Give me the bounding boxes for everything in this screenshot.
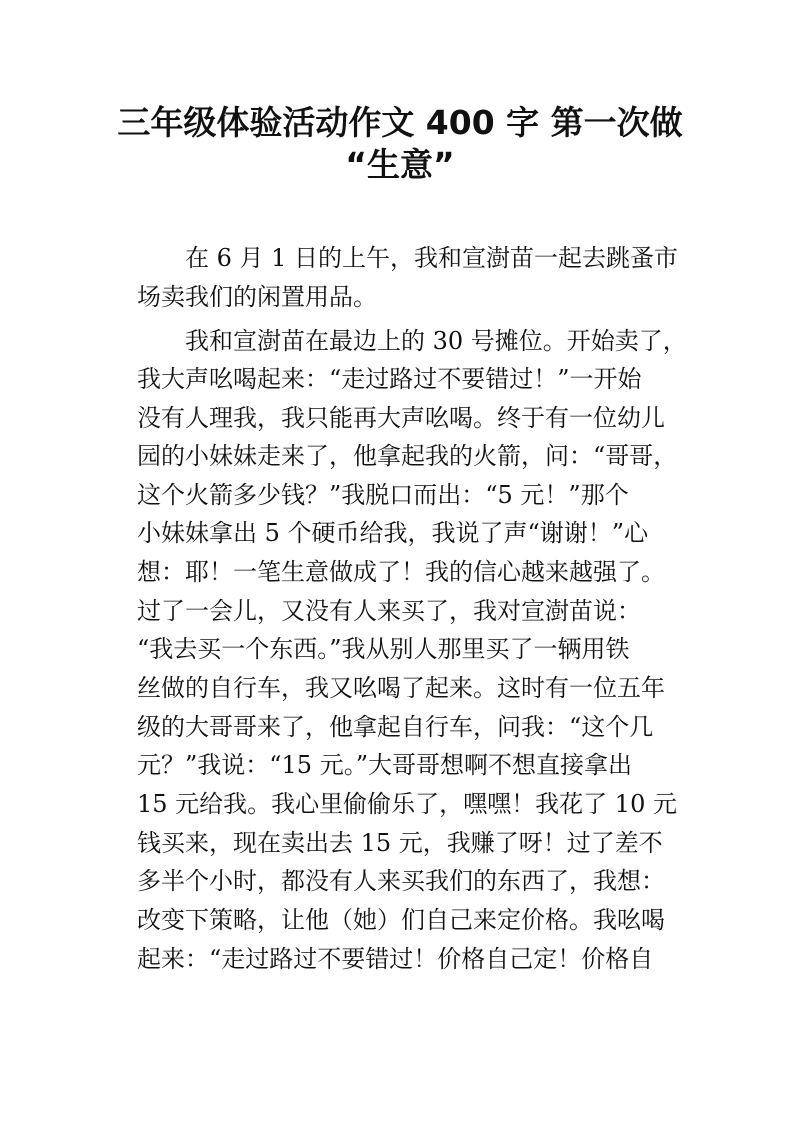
body-text-line: 过了一会儿，又没有人来买了，我对宣澍苗说： xyxy=(137,597,641,625)
body-text-line: 园的小妹妹走来了，他拿起我的火箭，问：“哥哥， xyxy=(137,442,678,470)
document-title-line-2: “生意” xyxy=(345,145,455,184)
body-text-line: 改变下策略，让他（她）们自己来定价格。我吆喝 xyxy=(137,906,665,934)
body-text-line: 15 元给我。我心里偷偷乐了，嘿嘿！我花了 10 元 xyxy=(137,790,677,818)
body-text-line: 我和宣澍苗在最边上的 30 号摊位。开始卖了， xyxy=(137,327,687,355)
document-title-line-1: 三年级体验活动作文 400 字 第一次做 xyxy=(117,103,683,142)
body-text-line: 元？”我说：“15 元。”大哥哥想啊不想直接拿出 xyxy=(137,751,632,779)
body-text-line: 起来：“走过路过不要错过！价格自己定！价格自 xyxy=(137,945,654,973)
body-text-line: 我大声吆喝起来：“走过路过不要错过！”一开始 xyxy=(137,365,642,393)
body-text-line: 丝做的自行车，我又吆喝了起来。这时有一位五年 xyxy=(137,674,665,702)
body-text-line: 多半个小时，都没有人来买我们的东西了，我想： xyxy=(137,867,665,895)
body-text-line: 想：耶！一笔生意做成了！我的信心越来越强了。 xyxy=(137,558,665,586)
body-text-line: 小妹妹拿出 5 个硬币给我，我说了声“谢谢！”心 xyxy=(137,519,649,547)
body-text-line: 这个火箭多少钱？”我脱口而出：“5 元！”那个 xyxy=(137,481,629,509)
body-text-line: 场卖我们的闲置用品。 xyxy=(137,283,377,311)
body-text-line: 钱买来，现在卖出去 15 元，我赚了呀！过了差不 xyxy=(137,829,663,857)
body-text-line: 没有人理我，我只能再大声吆喝。终于有一位幼儿 xyxy=(137,404,665,432)
body-text-line: 在 6 月 1 日的上午，我和宣澍苗一起去跳蚤市 xyxy=(137,244,679,272)
body-text-line: “我去买一个东西。”我从别人那里买了一辆用铁 xyxy=(137,635,630,663)
body-text-line: 级的大哥哥来了，他拿起自行车，问我：“这个几 xyxy=(137,713,654,741)
